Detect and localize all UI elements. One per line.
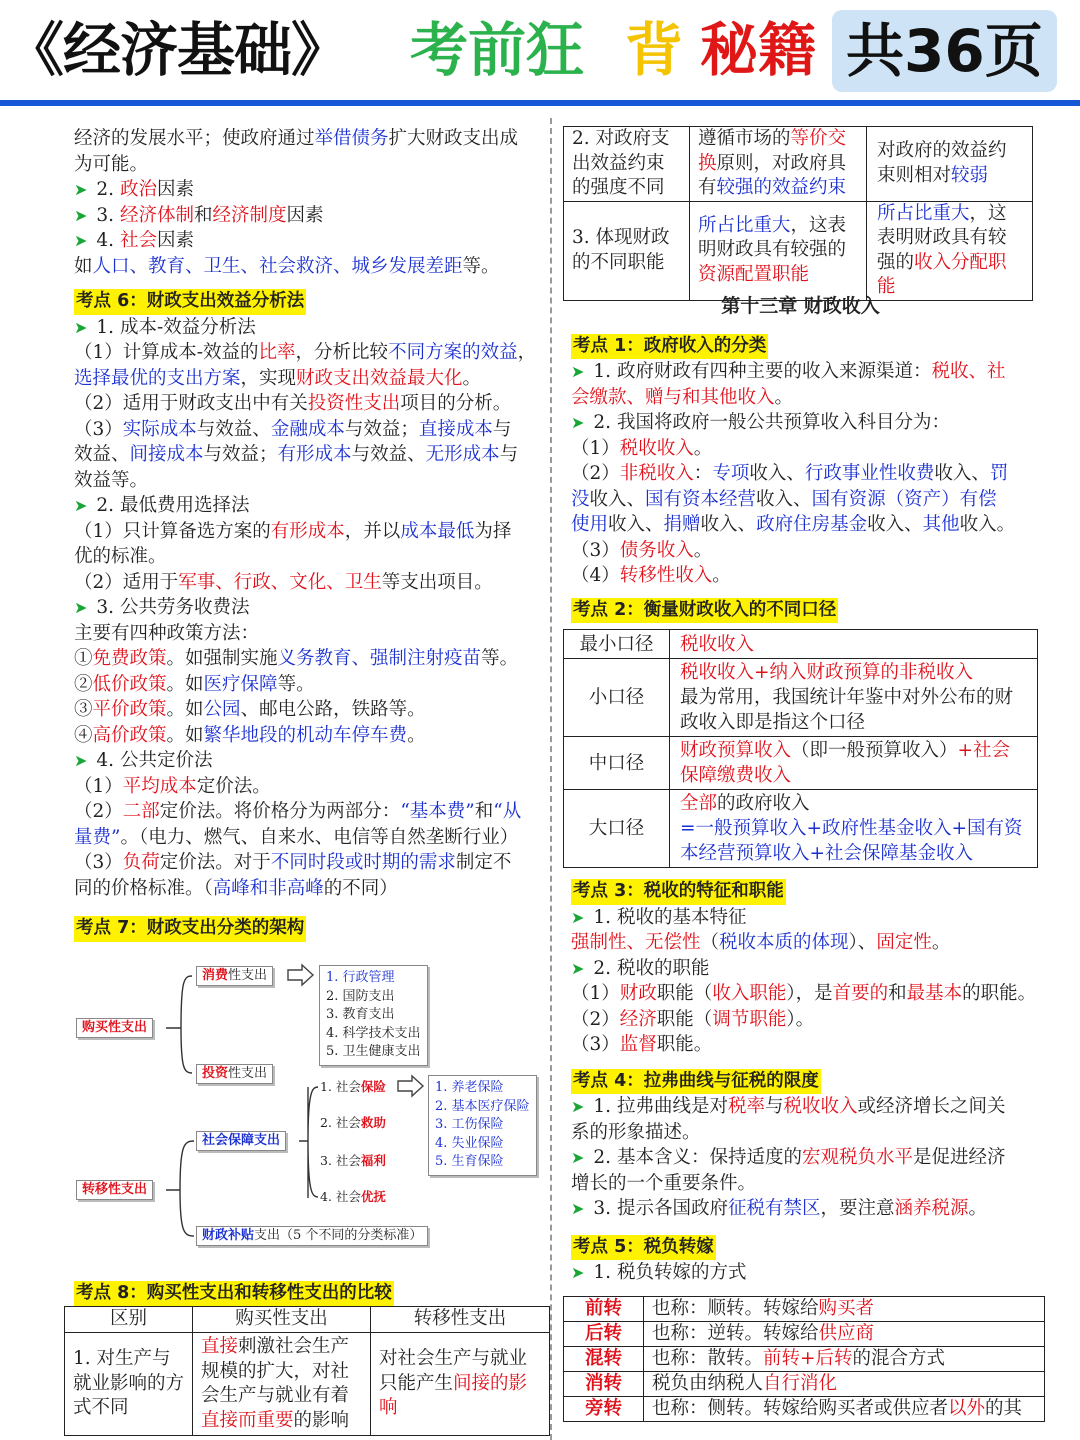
table-row <box>564 1347 1045 1372</box>
list-item: ➤ 3. 提示各国政府征税有禁区，要注意涵养税源。 <box>571 1198 988 1219</box>
table-cell: 对政府的效益约束则相对较弱 <box>867 127 1033 202</box>
text-line: 为可能。 <box>74 153 149 175</box>
title-part-4: 秘籍 <box>700 16 817 84</box>
connector-purchase <box>166 976 192 1073</box>
text-line: 增长的一个重要条件。 <box>571 1172 757 1194</box>
arrow-icon: ➤ <box>74 180 88 199</box>
title-part-2: 考前狂 <box>410 16 585 84</box>
table-cell: 3. 体现财政的不同职能 <box>564 201 690 300</box>
text-line: （1）财政职能（收入职能），是首要的和最基本的职能。 <box>571 983 1037 1004</box>
arrow-icon: ➤ <box>571 1263 585 1282</box>
table-cell: 中口径 <box>564 737 670 790</box>
table-row <box>564 1372 1045 1397</box>
list-item: ➤ 4. 社会因素 <box>74 230 194 251</box>
table-cell: 混转 <box>564 1347 644 1372</box>
text-line: 同的价格标准。（高峰和非高峰的不同） <box>74 877 398 899</box>
table-row <box>564 1397 1045 1422</box>
arrow-icon: ➤ <box>74 496 88 515</box>
table-cell: 全部的政府收入 =一般预算收入+政府性基金收入+国有资本经营预算收入+社会保障基金收入 <box>670 790 1038 868</box>
table-cell: 最小口径 <box>564 630 670 659</box>
text-line: ④高价政策。如繁华地段的机动车停车费。 <box>74 724 426 746</box>
column-divider <box>550 118 552 1440</box>
list-item: ➤ 2. 政治因素 <box>74 179 194 200</box>
arrow-icon: ➤ <box>571 413 585 432</box>
text-line: 没收入、国有资本经营收入、国有资源（资产）有偿 <box>571 488 997 510</box>
text-line: 效益等。 <box>74 469 149 491</box>
text-line: （3）债务收入。 <box>571 539 713 561</box>
list-item: ➤ 2. 我国将政府一般公共预算收入科目分为： <box>571 412 950 433</box>
table-cell: 税收收入 <box>670 630 1038 659</box>
arrow-icon: ➤ <box>571 1148 585 1167</box>
text-line: ③平价政策。如公园、邮电公路，铁路等。 <box>74 699 426 720</box>
subsidy-box: 财政补贴支出（5 个不同的分类标准） <box>196 1226 428 1246</box>
connector-transfer <box>166 1141 194 1236</box>
tax-shifting-table <box>563 1296 1045 1422</box>
title-page-count: 共36页 <box>832 10 1057 92</box>
table-header: 转移性支出 <box>371 1307 550 1333</box>
investment-expenditure-box: 投资性支出 <box>196 1064 273 1084</box>
table-cell: 财政预算收入（即一般预算收入）+社会保障缴费收入 <box>670 737 1038 790</box>
page-title <box>0 0 1080 100</box>
list-item: ➤ 1. 税负转嫁的方式 <box>571 1262 747 1283</box>
arrow-icon: ➤ <box>74 317 88 337</box>
text-line: 效益、间接成本与效益；有形成本与效益、无形成本与 <box>74 444 519 465</box>
list-item: ➤ 2. 基本含义：保持适度的宏观税负水平是促进经济 <box>571 1147 1006 1168</box>
table-cell: 直接刺激社会生产规模的扩大，对社会生产与就业有着直接而重要的影响 <box>193 1333 371 1436</box>
text-line: 主要有四种政策方法： <box>74 622 260 644</box>
consumption-items-box: 1. 行政管理 2. 国防支出 3. 教育支出 4. 科学技术支出 5. 卫生健康支出 <box>319 965 428 1066</box>
social-security-box: 社会保障支出 <box>196 1131 286 1151</box>
section-heading-2: 考点 2：衡量财政收入的不同口径 <box>571 597 1038 624</box>
table-cell: 对社会生产与就业只能产生间接的影响 <box>371 1333 550 1436</box>
arrow-icon: ➤ <box>74 751 88 770</box>
section-heading-1: 考点 1：政府收入的分类 <box>571 333 1038 360</box>
comparison-table <box>64 1306 550 1436</box>
text-line: （1）计算成本-效益的比率，分析比较不同方案的效益， <box>74 342 537 363</box>
text-line: （2）非税收入：专项收入、行政事业性收费收入、罚 <box>571 463 1009 484</box>
list-item: ➤ 2. 税收的职能 <box>571 957 710 979</box>
text-line: （3）监督职能。 <box>571 1034 713 1055</box>
section-heading-7: 考点 7：财政支出分类的架构 <box>74 915 540 942</box>
section-heading-3: 考点 3：税收的特征和职能 <box>571 878 1038 905</box>
text-line: 如人口、教育、卫生、社会救济、城乡发展差距等。 <box>74 255 500 277</box>
title-part-1: 《经济基础》 <box>6 16 349 84</box>
title-part-3: 背 <box>625 16 684 84</box>
arrow-icon: ➤ <box>571 907 585 927</box>
consumption-expenditure-box: 消费性支出 <box>196 966 273 986</box>
left-column <box>74 126 540 942</box>
table-cell: 所占比重大，这表明财政具有较强的资源配置职能 <box>690 201 867 300</box>
text-line: （1）税收收入。 <box>571 437 713 459</box>
arrow-icon: ➤ <box>571 958 585 978</box>
table-cell: 税收收入+纳入财政预算的非税收入 最为常用，我国统计年鉴中对外公布的财政收入即是指这个口径 <box>670 659 1038 737</box>
purchase-expenditure-box: 购买性支出 <box>76 1018 153 1038</box>
right-column <box>563 294 1038 623</box>
list-item: ➤ 3. 经济体制和经济制度因素 <box>74 204 324 226</box>
text-line: （1）只计算备选方案的有形成本，并以成本最低为择 <box>74 520 512 542</box>
text-line: 经济的发展水平；使政府通过举借债务扩大财政支出成 <box>74 128 519 149</box>
arrow-icon: ➤ <box>74 205 88 225</box>
section-heading-6: 考点 6：财政支出效益分析法 <box>74 288 540 315</box>
text-line: 选择最优的支出方案，实现财政支出效益最大化。 <box>74 367 482 389</box>
arrow-icon: ➤ <box>571 1199 585 1218</box>
section-heading-8: 考点 8：购买性支出和转移性支出的比较 <box>74 1280 394 1307</box>
arrow-icon <box>288 965 313 985</box>
table-header: 购买性支出 <box>193 1307 371 1333</box>
expenditure-diagram <box>66 960 546 1250</box>
table-cell: 也称：逆转。转嫁给供应商 <box>644 1322 1045 1347</box>
text-line: （3）负荷定价法。对于不同时段或时期的需求制定不 <box>74 852 512 873</box>
table-cell: 旁转 <box>564 1397 644 1422</box>
arrow-icon: ➤ <box>571 1097 585 1116</box>
text-line: 使用收入、捐赠收入、政府住房基金收入、其他收入。 <box>571 514 1016 535</box>
arrow-icon: ➤ <box>571 362 585 381</box>
table-cell: 也称：顺转。转嫁给购买者 <box>644 1297 1045 1322</box>
comparison-table-continued <box>563 126 1033 301</box>
table-cell: 所占比重大，这表明财政具有较强的收入分配职能 <box>867 201 1033 300</box>
table-cell: 遵循市场的等价交换原则，对政府具有较强的效益约束 <box>690 127 867 202</box>
arrow-icon: ➤ <box>74 231 88 250</box>
table-cell: 小口径 <box>564 659 670 737</box>
list-item: ➤ 3. 公共劳务收费法 <box>74 597 250 618</box>
list-item: ➤ 1. 税收的基本特征 <box>571 906 747 928</box>
list-item: ➤ 1. 政府财政有四种主要的收入来源渠道：税收、社 <box>571 361 1006 382</box>
title-underline <box>0 100 1080 106</box>
text-line: （4）转移性收入。 <box>571 565 731 586</box>
list-item: ➤ 1. 拉弗曲线是对税率与税收收入或经济增长之间关 <box>571 1096 1006 1117</box>
table-cell: 税负由纳税人自行消化 <box>644 1372 1045 1397</box>
social-item-4: 4. 社会优抚 <box>320 1189 386 1204</box>
table-cell: 前转 <box>564 1297 644 1322</box>
transfer-expenditure-box: 转移性支出 <box>76 1180 153 1200</box>
text-line: 系的形象描述。 <box>571 1121 701 1143</box>
text-line: （2）适用于军事、行政、文化、卫生等支出项目。 <box>74 571 493 593</box>
arrow-icon <box>398 1076 423 1096</box>
table-cell: 也称：散转。前转+后转的混合方式 <box>644 1347 1045 1372</box>
text-line: （1）平均成本定价法。 <box>74 775 271 797</box>
text-line: 优的标准。 <box>74 546 167 567</box>
table-header: 区别 <box>65 1307 193 1333</box>
text-line: 强制性、无偿性（税收本质的体现）、固定性。 <box>571 932 951 953</box>
text-line: 会缴款、赠与和其他收入。 <box>571 386 794 408</box>
table-cell: 1. 对生产与就业影响的方式不同 <box>65 1333 193 1436</box>
arrow-icon: ➤ <box>74 598 88 617</box>
table-row <box>564 1297 1045 1322</box>
list-item: ➤ 4. 公共定价法 <box>74 750 213 771</box>
social-item-3: 3. 社会福利 <box>320 1153 386 1168</box>
table-cell: 也称：侧转。转嫁给购买者或供应者以外的其 <box>644 1397 1045 1422</box>
social-item-2: 2. 社会救助 <box>320 1115 386 1130</box>
caliber-table <box>563 629 1038 868</box>
text-line: （2）适用于财政支出中有关投资性支出项目的分析。 <box>74 393 512 414</box>
text-line: （3）实际成本与效益、金融成本与效益；直接成本与 <box>74 418 512 440</box>
chapter-title: 第十三章 财政收入 <box>721 295 880 317</box>
section-heading-5: 考点 5：税负转嫁 <box>571 1234 1038 1261</box>
social-item-1: 1. 社会保险 <box>320 1079 386 1094</box>
section-heading-4: 考点 4：拉弗曲线与征税的限度 <box>571 1068 1038 1095</box>
connector-social <box>299 1087 318 1198</box>
table-cell: 后转 <box>564 1322 644 1347</box>
text-line: （2）经济职能（调节职能）。 <box>571 1008 815 1030</box>
insurance-items-box: 1. 养老保险 2. 基本医疗保险 3. 工伤保险 4. 失业保险 5. 生育保险 <box>428 1075 537 1176</box>
list-item: ➤ 1. 成本-效益分析法 <box>74 316 256 338</box>
right-column-lower <box>571 878 1038 1286</box>
table-cell: 2. 对政府支出效益约束的强度不同 <box>564 127 690 202</box>
text-line: ②低价政策。如医疗保障等。 <box>74 673 315 695</box>
text-line: 量费”。（电力、燃气、自来水、电信等自然垄断行业） <box>74 826 519 848</box>
table-row <box>564 1322 1045 1347</box>
table-cell: 大口径 <box>564 790 670 868</box>
text-line: ①免费政策。如强制实施义务教育、强制注射疫苗等。 <box>74 648 519 669</box>
table-cell: 消转 <box>564 1372 644 1397</box>
text-line: （2）二部定价法。将价格分为两部分：“基本费”和“从 <box>74 801 522 822</box>
list-item: ➤ 2. 最低费用选择法 <box>74 495 250 516</box>
